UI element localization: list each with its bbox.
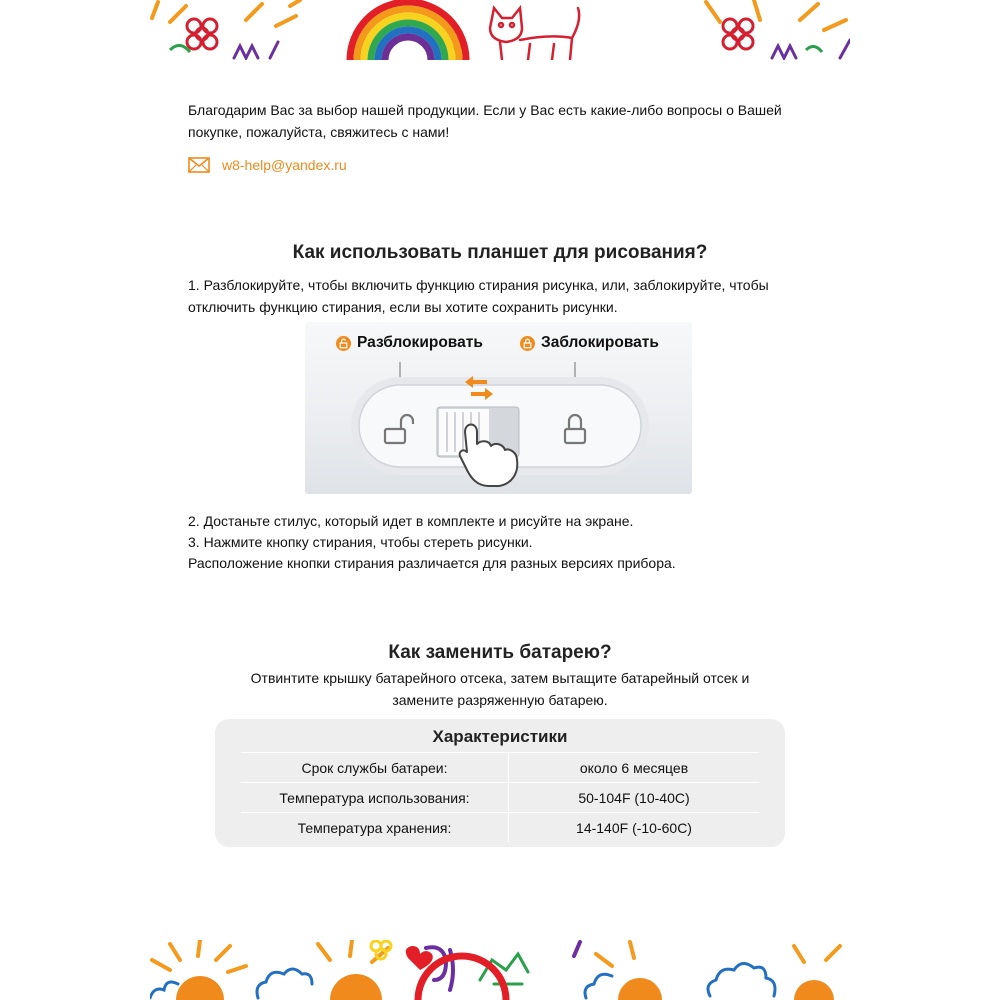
bottom-doodle-banner — [150, 940, 850, 1000]
email-contact — [188, 154, 347, 176]
specs-panel — [215, 719, 785, 847]
lock-slider-illustration — [305, 322, 692, 494]
slider-switch-graphic — [305, 322, 692, 494]
usage-step-2: 2. Достаньте стилус, который идет в комплекте и рисуйте на экране. — [188, 513, 634, 529]
doodle-illustration-bottom — [150, 940, 850, 1000]
specs-title: Характеристики — [432, 727, 568, 746]
spec-label: Температура хранения: — [241, 813, 509, 843]
table-row — [241, 783, 759, 813]
spec-value: около 6 месяцев — [579, 759, 689, 776]
thank-you-text: Благодарим Вас за выбор нашей продукции. Если у Вас есть какие-либо вопросы о Вашей покупке, пожалуйста, свяжитесь с нами! — [188, 102, 782, 140]
table-row — [241, 813, 759, 843]
mail-icon — [188, 157, 210, 173]
spec-value: 50-104F (10-40C) — [578, 789, 690, 806]
usage-step-3: 3. Нажмите кнопку стирания, чтобы стереть рисунки. — [188, 534, 533, 550]
usage-note: Расположение кнопки стирания различается для разных версиях прибора. — [188, 555, 676, 571]
email-link[interactable]: w8-help@yandex.ru — [222, 157, 347, 173]
table-row — [241, 753, 759, 783]
spec-label: Срок службы батареи: — [241, 753, 509, 783]
battery-text-line-1: Отвинтите крышку батарейного отсека, затем вытащите батарейный отсек и — [250, 670, 750, 686]
lock-label-text: Заблокировать — [541, 334, 659, 351]
usage-step-1: 1. Разблокируйте, чтобы включить функцию стирания рисунка, или, заблокируйте, чтобы отключить функцию стирания, если вы хотите сохранить рисунки. — [188, 277, 769, 315]
unlock-label-text: Разблокировать — [357, 334, 483, 351]
battery-text-line-2: замените разряженную батарею. — [392, 692, 608, 708]
top-doodle-banner — [150, 0, 850, 60]
doodle-illustration-top — [150, 0, 850, 60]
specs-table — [241, 752, 759, 842]
instruction-page — [150, 0, 850, 1000]
spec-value: 14-140F (-10-60C) — [576, 819, 692, 836]
usage-heading: Как использовать планшет для рисования? — [292, 242, 708, 263]
spec-label: Температура использования: — [241, 783, 509, 813]
battery-heading: Как заменить батарею? — [388, 642, 612, 663]
